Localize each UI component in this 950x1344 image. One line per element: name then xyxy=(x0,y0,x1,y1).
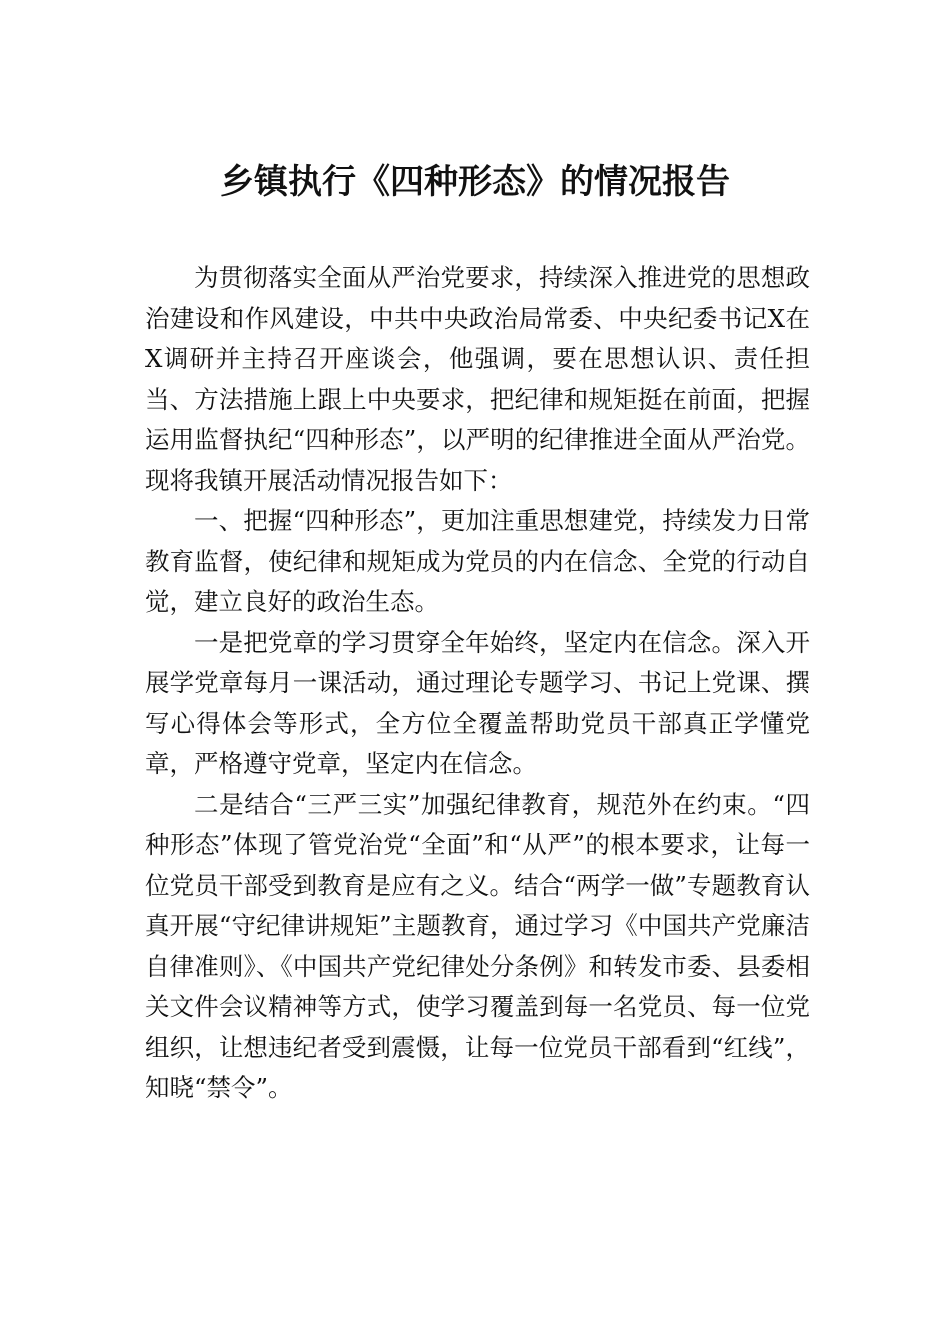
paragraph-point-one: 一是把党章的学习贯穿全年始终，坚定内在信念。深入开展学党章每月一课活动，通过理论专题学习、书记上党课、撰写心得体会等形式，全方位全覆盖帮助党员干部真正学懂党章，严格遵守党章，坚定内在信念。 xyxy=(145,627,810,778)
document-title: 乡镇执行《四种形态》的情况报告 xyxy=(220,162,730,202)
document-body xyxy=(145,258,810,1109)
paragraph-point-two: 二是结合“三严三实”加强纪律教育，规范外在约束。“四种形态”体现了管党治党“全面”和“从严”的根本要求，让每一位党员干部受到教育是应有之义。结合“两学一做”专题教育认真开展“守纪律讲规矩”主题教育，通过学习《中国共产党廉洁自律准则》、《中国共产党纪律处分条例》和转发市委、县委相关文件会议精神等方式，使学习覆盖到每一名党员、每一位党组织，让想违纪者受到震慑，让每一位党员干部看到“红线”，知晓“禁令”。 xyxy=(145,789,810,1102)
paragraph-section-one: 一、把握“四种形态”，更加注重思想建党，持续发力日常教育监督，使纪律和规矩成为党员的内在信念、全党的行动自觉，建立良好的政治生态。 xyxy=(145,506,810,616)
paragraph-intro: 为贯彻落实全面从严治党要求，持续深入推进党的思想政治建设和作风建设，中共中央政治局常委、中央纪委书记X在 X调研并主持召开座谈会，他强调，要在思想认识、责任担当、方法措施上跟上中央要求，把纪律和规矩挺在前面，把握运用监督执纪“四种形态”，以严明的纪律推进全面从严治党。现将我镇开展活动情况报告如下： xyxy=(145,263,810,495)
